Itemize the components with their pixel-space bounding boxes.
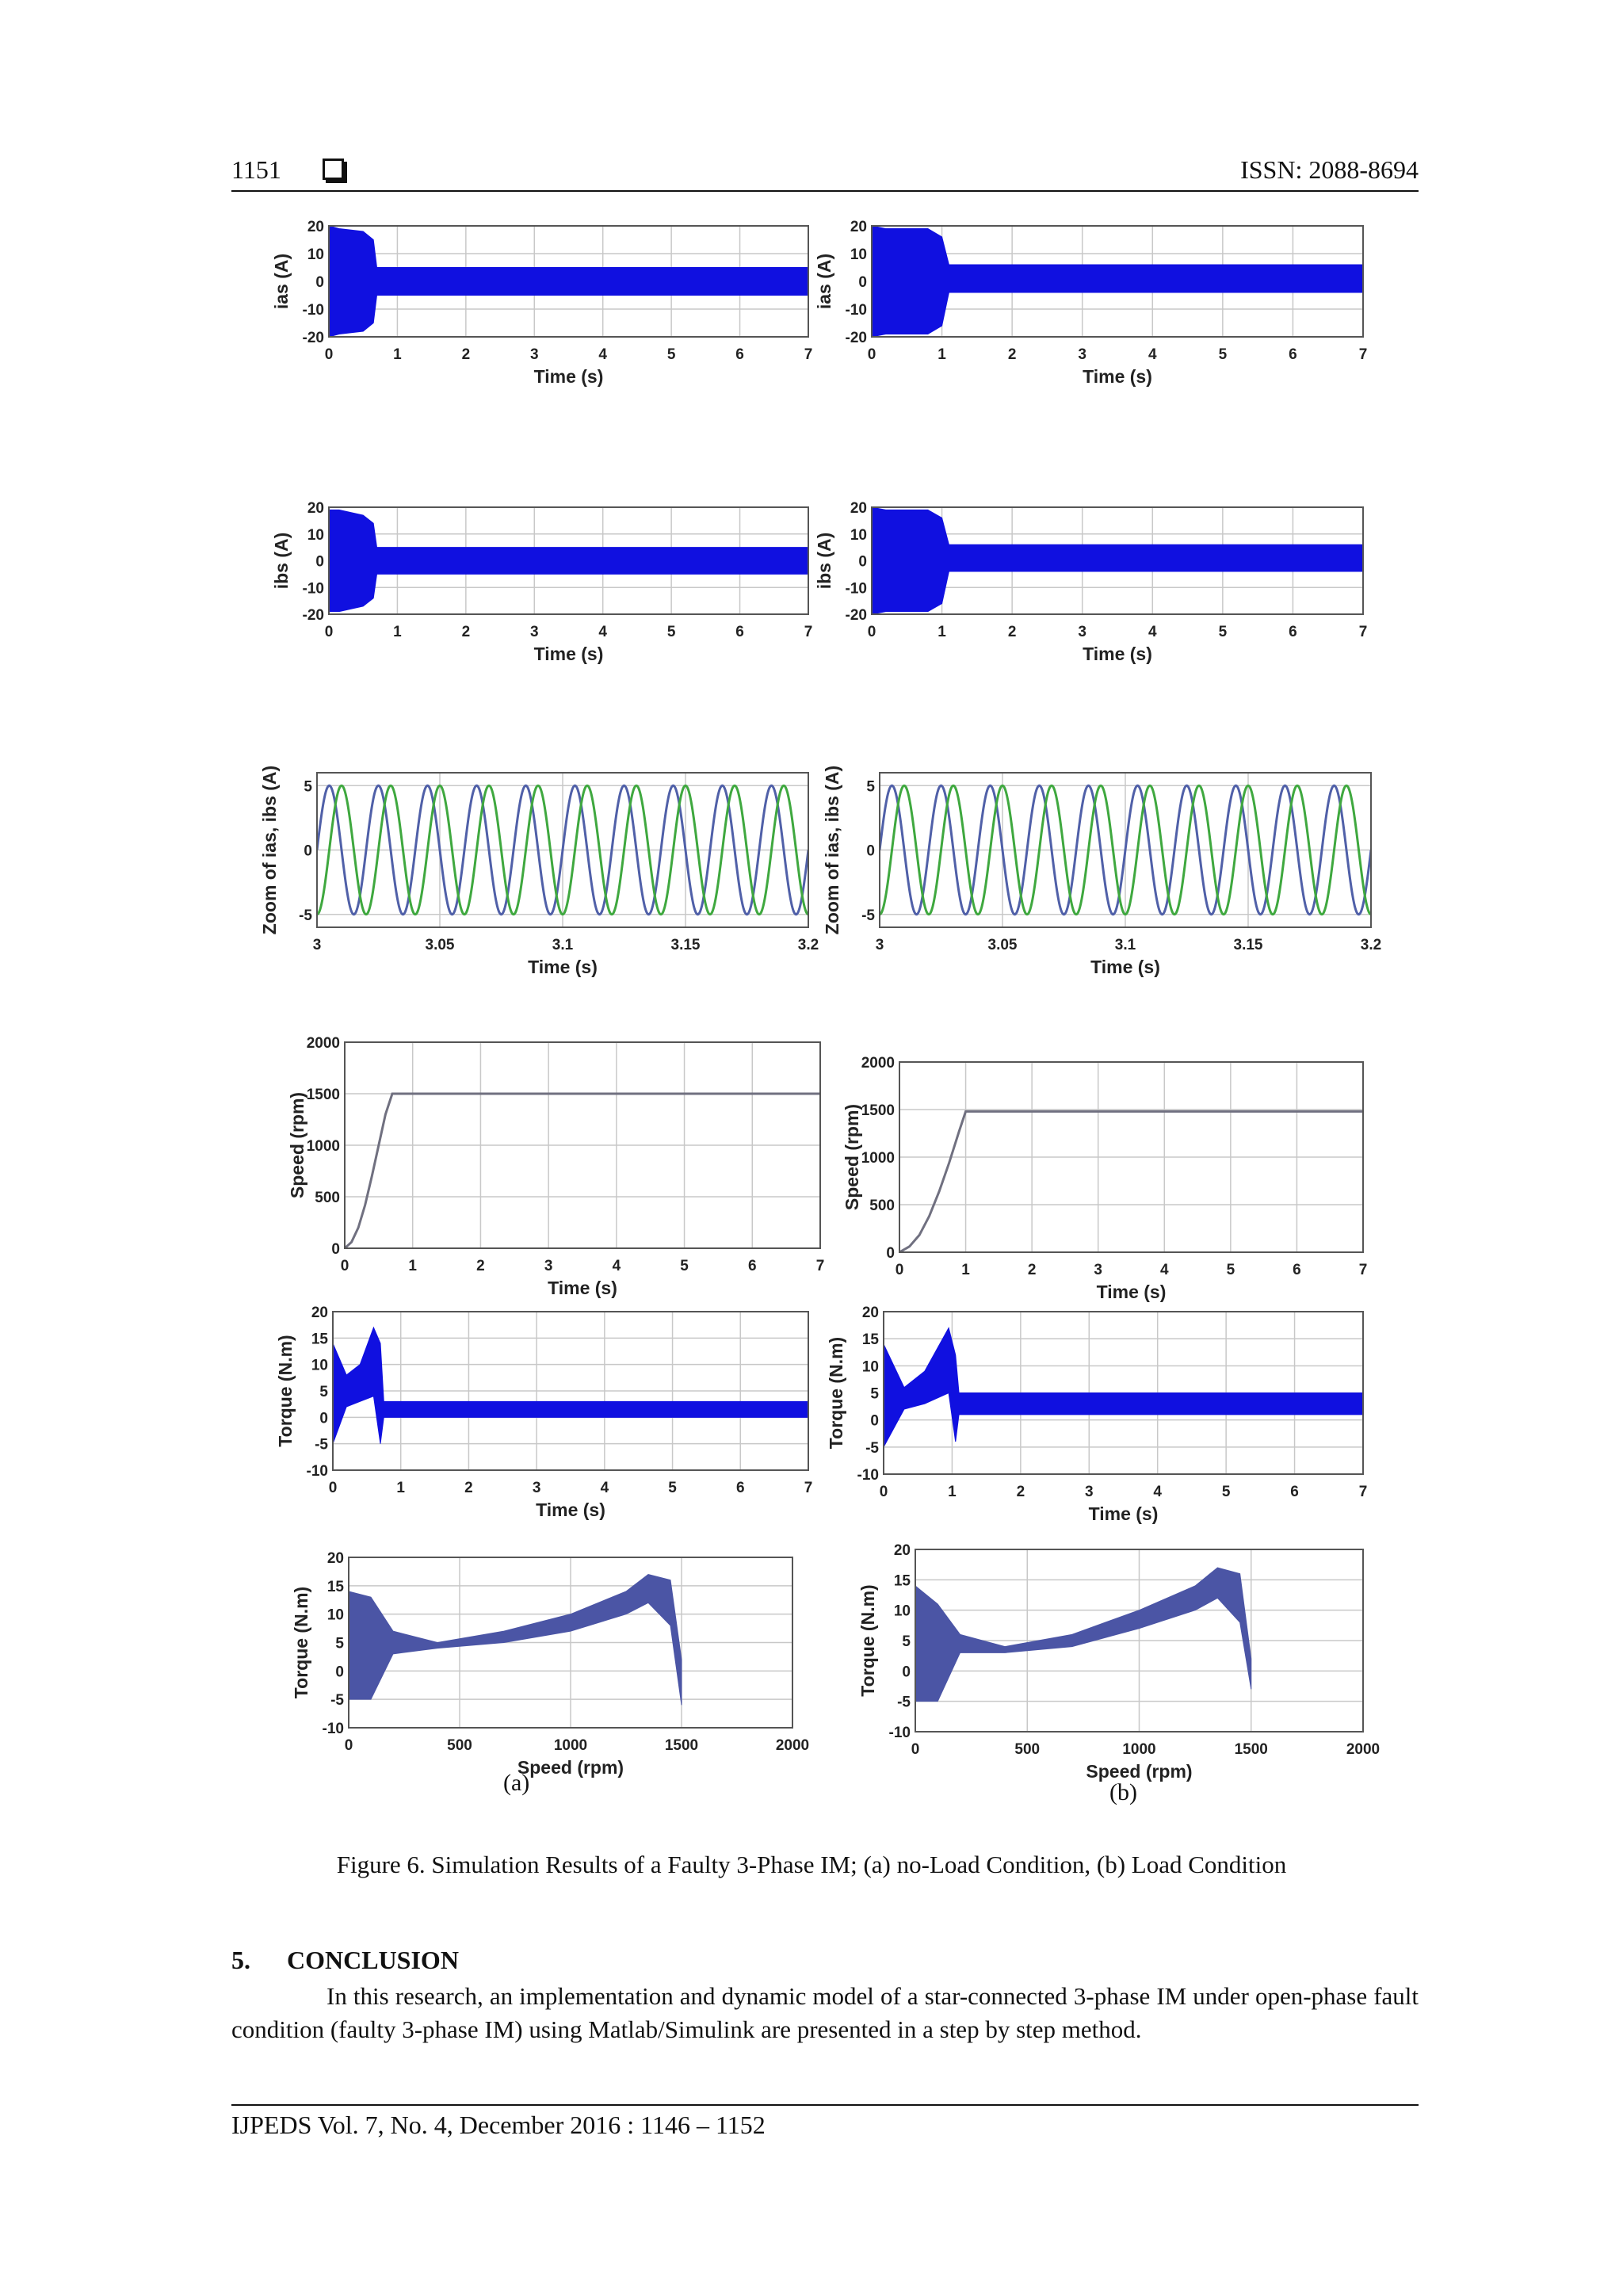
x-tick-label: 3 <box>1084 1484 1094 1500</box>
x-tick-label: 7 <box>1358 624 1368 640</box>
x-tick-label: 0 <box>867 624 876 640</box>
y-tick-label: 20 <box>861 1305 879 1321</box>
x-tick-label: 1 <box>938 346 946 363</box>
x-tick-label: 0 <box>895 1262 904 1278</box>
y-tick-label: -10 <box>322 1721 344 1737</box>
chart-row6-a <box>291 1550 809 1778</box>
x-tick-label: 7 <box>804 346 813 363</box>
y-tick-label: 2000 <box>306 1035 340 1052</box>
x-tick-label: 4 <box>612 1258 621 1274</box>
x-tick-label: 3.1 <box>552 937 574 953</box>
y-tick-label: 10 <box>850 526 867 544</box>
y-tick-label: 500 <box>315 1190 340 1206</box>
y-tick-label: -20 <box>845 330 867 346</box>
x-tick-label: 3.15 <box>1233 937 1263 953</box>
y-tick-label: -10 <box>302 302 324 319</box>
x-tick-label: 6 <box>1289 624 1297 640</box>
y-axis-label: Speed (rpm) <box>287 1091 307 1199</box>
x-tick-label: 7 <box>815 1258 825 1274</box>
y-tick-label: -20 <box>302 330 324 346</box>
y-tick-label: 5 <box>335 1635 344 1652</box>
y-tick-label: 15 <box>861 1331 879 1349</box>
y-tick-label: 10 <box>307 526 324 544</box>
x-tick-label: 0 <box>324 624 334 640</box>
x-tick-label: 2 <box>464 1480 473 1496</box>
y-tick-label: 0 <box>315 274 324 291</box>
x-tick-label: 4 <box>1153 1484 1163 1500</box>
x-tick-label: 0 <box>324 346 334 363</box>
y-tick-label: -10 <box>306 1463 328 1480</box>
x-tick-label: 1 <box>948 1484 957 1500</box>
y-tick-label: 20 <box>850 219 867 235</box>
x-tick-label: 3 <box>532 1480 541 1496</box>
figure-caption: Figure 6. Simulation Results of a Faulty 3-Phase IM; (a) no-Load Condition, (b) Load Condition <box>336 1851 1287 1878</box>
x-tick-label: 1 <box>938 624 946 640</box>
x-tick-label: 1 <box>961 1262 970 1278</box>
x-axis-label: Speed (rpm) <box>1086 1761 1193 1782</box>
x-tick-label: 2 <box>1016 1484 1025 1500</box>
running-footer: IJPEDS Vol. 7, No. 4, December 2016 : 1146 – 1152 <box>231 2104 1419 2140</box>
x-tick-label: 1000 <box>1122 1741 1156 1758</box>
x-axis-label: Time (s) <box>528 957 598 977</box>
y-axis-label: ibs (A) <box>271 532 292 590</box>
y-axis-label: ias (A) <box>814 253 834 310</box>
x-tick-label: 0 <box>867 346 876 363</box>
x-tick-label: 1 <box>396 1480 406 1496</box>
x-tick-label: 4 <box>598 624 608 640</box>
x-tick-label: 7 <box>1358 346 1368 363</box>
issn: ISSN: 2088-8694 <box>1240 155 1419 184</box>
y-tick-label: 15 <box>327 1578 344 1595</box>
x-axis-label: Time (s) <box>1096 1282 1167 1302</box>
y-tick-label: 15 <box>893 1572 911 1590</box>
y-tick-label: 1500 <box>306 1087 340 1103</box>
y-tick-label: 1000 <box>861 1150 895 1167</box>
y-tick-label: 0 <box>902 1664 911 1681</box>
y-tick-label: -10 <box>845 302 867 319</box>
y-tick-label: 20 <box>307 219 324 235</box>
y-tick-label: 2000 <box>861 1055 895 1072</box>
y-tick-label: -5 <box>861 907 875 924</box>
y-tick-label: 0 <box>870 1412 879 1430</box>
y-tick-label: 0 <box>315 553 324 571</box>
y-tick-label: 1000 <box>306 1138 340 1155</box>
x-axis-label: Time (s) <box>533 366 604 387</box>
y-tick-label: -10 <box>302 580 324 598</box>
y-tick-label: -10 <box>857 1467 879 1484</box>
chart-row6-b <box>857 1542 1380 1782</box>
y-tick-label: 5 <box>304 778 312 796</box>
x-tick-label: 0 <box>340 1258 349 1274</box>
chart-row4-b <box>842 1055 1367 1302</box>
y-tick-label: 0 <box>304 842 312 860</box>
x-tick-label: 3.15 <box>670 937 701 953</box>
x-tick-label: 3 <box>1094 1262 1103 1278</box>
y-tick-label: 5 <box>866 778 875 796</box>
y-tick-label: -5 <box>315 1436 328 1454</box>
y-tick-label: -5 <box>897 1694 911 1711</box>
x-tick-label: 1 <box>393 346 402 363</box>
x-tick-label: 3.05 <box>987 937 1018 953</box>
x-tick-label: 5 <box>668 1480 677 1496</box>
y-tick-label: 10 <box>327 1606 344 1624</box>
y-tick-label: -20 <box>845 607 867 624</box>
x-tick-label: 4 <box>1148 624 1157 640</box>
y-axis-label: Torque (N.m) <box>826 1336 846 1450</box>
y-tick-label: -10 <box>888 1725 911 1741</box>
y-tick-label: -10 <box>845 580 867 598</box>
x-tick-label: 3.05 <box>425 937 455 953</box>
x-tick-label: 6 <box>747 1258 757 1274</box>
y-tick-label: 20 <box>307 500 324 517</box>
y-tick-label: 10 <box>861 1358 879 1376</box>
figure-label-b: (b) <box>1109 1779 1137 1805</box>
x-tick-label: 5 <box>680 1258 689 1274</box>
x-tick-label: 6 <box>735 346 744 363</box>
x-tick-label: 5 <box>1221 1484 1231 1500</box>
y-tick-label: 10 <box>311 1357 328 1374</box>
section-number: 5. <box>231 1946 250 1974</box>
chart-row4-a <box>287 1035 824 1298</box>
x-axis-label: Time (s) <box>536 1499 605 1520</box>
y-tick-label: 20 <box>327 1550 344 1567</box>
y-tick-label: 10 <box>893 1603 911 1620</box>
chart-row3-a <box>259 766 819 977</box>
x-tick-label: 3 <box>529 624 539 640</box>
page-number: 1151 <box>231 155 281 184</box>
x-tick-label: 3.1 <box>1114 937 1136 953</box>
x-tick-label: 2 <box>476 1258 485 1274</box>
x-axis-label: Time (s) <box>1088 1503 1159 1524</box>
chart-row5-b <box>826 1305 1367 1524</box>
x-tick-label: 0 <box>344 1737 353 1754</box>
y-axis-label: Torque (N.m) <box>291 1586 311 1699</box>
x-tick-label: 4 <box>600 1480 609 1496</box>
x-tick-label: 7 <box>804 1480 813 1496</box>
x-tick-label: 500 <box>1014 1741 1041 1758</box>
x-tick-label: 5 <box>1226 1262 1235 1278</box>
x-axis-label: Time (s) <box>1090 957 1160 977</box>
y-axis-label: Zoom of ias, ibs (A) <box>822 765 842 935</box>
x-tick-label: 1 <box>408 1258 418 1274</box>
y-tick-label: 0 <box>858 553 867 571</box>
chart-row5-a <box>275 1305 812 1520</box>
x-axis-label: Speed (rpm) <box>517 1757 624 1778</box>
x-tick-label: 1500 <box>664 1737 699 1754</box>
x-tick-label: 3 <box>875 937 884 953</box>
x-tick-label: 3 <box>529 346 539 363</box>
y-tick-label: -20 <box>302 607 324 624</box>
y-tick-label: 10 <box>850 246 867 263</box>
x-tick-label: 3.2 <box>797 937 819 953</box>
x-tick-label: 0 <box>879 1484 888 1500</box>
chart-row1-a <box>271 219 812 387</box>
x-tick-label: 2 <box>1007 624 1017 640</box>
x-tick-label: 3 <box>312 937 322 953</box>
y-tick-label: 0 <box>866 842 875 860</box>
chart-row3-b <box>822 766 1381 977</box>
x-tick-label: 1500 <box>1234 1741 1268 1758</box>
figure-label-a: (a) <box>503 1770 530 1796</box>
x-tick-label: 7 <box>1358 1262 1368 1278</box>
x-tick-label: 6 <box>735 1480 745 1496</box>
x-tick-label: 1 <box>393 624 402 640</box>
x-tick-label: 3 <box>1078 346 1087 363</box>
x-tick-label: 5 <box>1218 346 1228 363</box>
x-tick-label: 500 <box>447 1737 472 1754</box>
chart-row1-b <box>814 219 1367 387</box>
x-tick-label: 4 <box>598 346 608 363</box>
y-tick-label: 10 <box>307 246 324 263</box>
y-tick-label: 15 <box>311 1331 328 1348</box>
x-tick-label: 4 <box>1159 1262 1169 1278</box>
y-tick-label: -5 <box>299 907 312 924</box>
y-axis-label: Torque (N.m) <box>275 1335 296 1447</box>
x-tick-label: 2000 <box>775 1737 810 1754</box>
y-tick-label: 0 <box>335 1664 344 1681</box>
x-tick-label: 3.2 <box>1360 937 1382 953</box>
y-tick-label: 0 <box>858 274 867 291</box>
x-tick-label: 5 <box>1218 624 1228 640</box>
y-tick-label: 0 <box>331 1241 340 1258</box>
y-axis-label: ibs (A) <box>814 532 834 590</box>
y-tick-label: -5 <box>330 1692 344 1710</box>
x-tick-label: 3 <box>1078 624 1087 640</box>
y-tick-label: -5 <box>865 1439 879 1457</box>
x-tick-label: 6 <box>1293 1262 1301 1278</box>
x-axis-label: Time (s) <box>533 644 604 664</box>
y-tick-label: 20 <box>893 1542 911 1559</box>
x-tick-label: 0 <box>328 1480 338 1496</box>
x-axis-label: Time (s) <box>548 1278 617 1298</box>
y-tick-label: 500 <box>869 1198 895 1214</box>
y-tick-label: 1500 <box>861 1102 895 1119</box>
x-tick-label: 4 <box>1148 346 1157 363</box>
chart-row2-b <box>814 500 1367 664</box>
y-tick-label: 5 <box>902 1633 911 1650</box>
x-tick-label: 2 <box>461 346 471 363</box>
y-tick-label: 0 <box>319 1410 328 1427</box>
x-tick-label: 6 <box>1290 1484 1299 1500</box>
x-tick-label: 5 <box>666 346 676 363</box>
x-tick-label: 2 <box>461 624 471 640</box>
y-axis-label: Zoom of ias, ibs (A) <box>259 765 280 935</box>
section-heading <box>231 1946 459 1975</box>
x-tick-label: 2 <box>1027 1262 1037 1278</box>
y-axis-label: Torque (N.m) <box>857 1584 878 1697</box>
x-axis-label: Time (s) <box>1083 366 1152 387</box>
y-tick-label: 20 <box>311 1305 328 1321</box>
conclusion-paragraph: In this research, an implementation and dynamic model of a star-connected 3-phase IM under open-phase fault condition (faulty 3-phase IM) using Matlab/Simulink are presented in a step by step method. <box>231 1982 1419 2043</box>
y-tick-label: 5 <box>319 1384 328 1400</box>
x-tick-label: 7 <box>804 624 813 640</box>
y-axis-label: ias (A) <box>271 253 292 310</box>
x-tick-label: 6 <box>735 624 744 640</box>
x-tick-label: 6 <box>1289 346 1297 363</box>
x-tick-label: 1000 <box>553 1737 588 1754</box>
x-axis-label: Time (s) <box>1083 644 1152 664</box>
x-tick-label: 2000 <box>1346 1741 1381 1758</box>
x-tick-label: 2 <box>1007 346 1017 363</box>
y-tick-label: 0 <box>886 1245 895 1262</box>
section-title: CONCLUSION <box>287 1946 459 1974</box>
x-tick-label: 7 <box>1358 1484 1368 1500</box>
y-tick-label: 20 <box>850 500 867 517</box>
y-axis-label: Speed (rpm) <box>842 1103 862 1211</box>
chart-row2-a <box>271 500 812 664</box>
x-tick-label: 5 <box>666 624 676 640</box>
x-tick-label: 0 <box>911 1741 920 1758</box>
x-tick-label: 3 <box>544 1258 553 1274</box>
y-tick-label: 5 <box>870 1385 879 1403</box>
